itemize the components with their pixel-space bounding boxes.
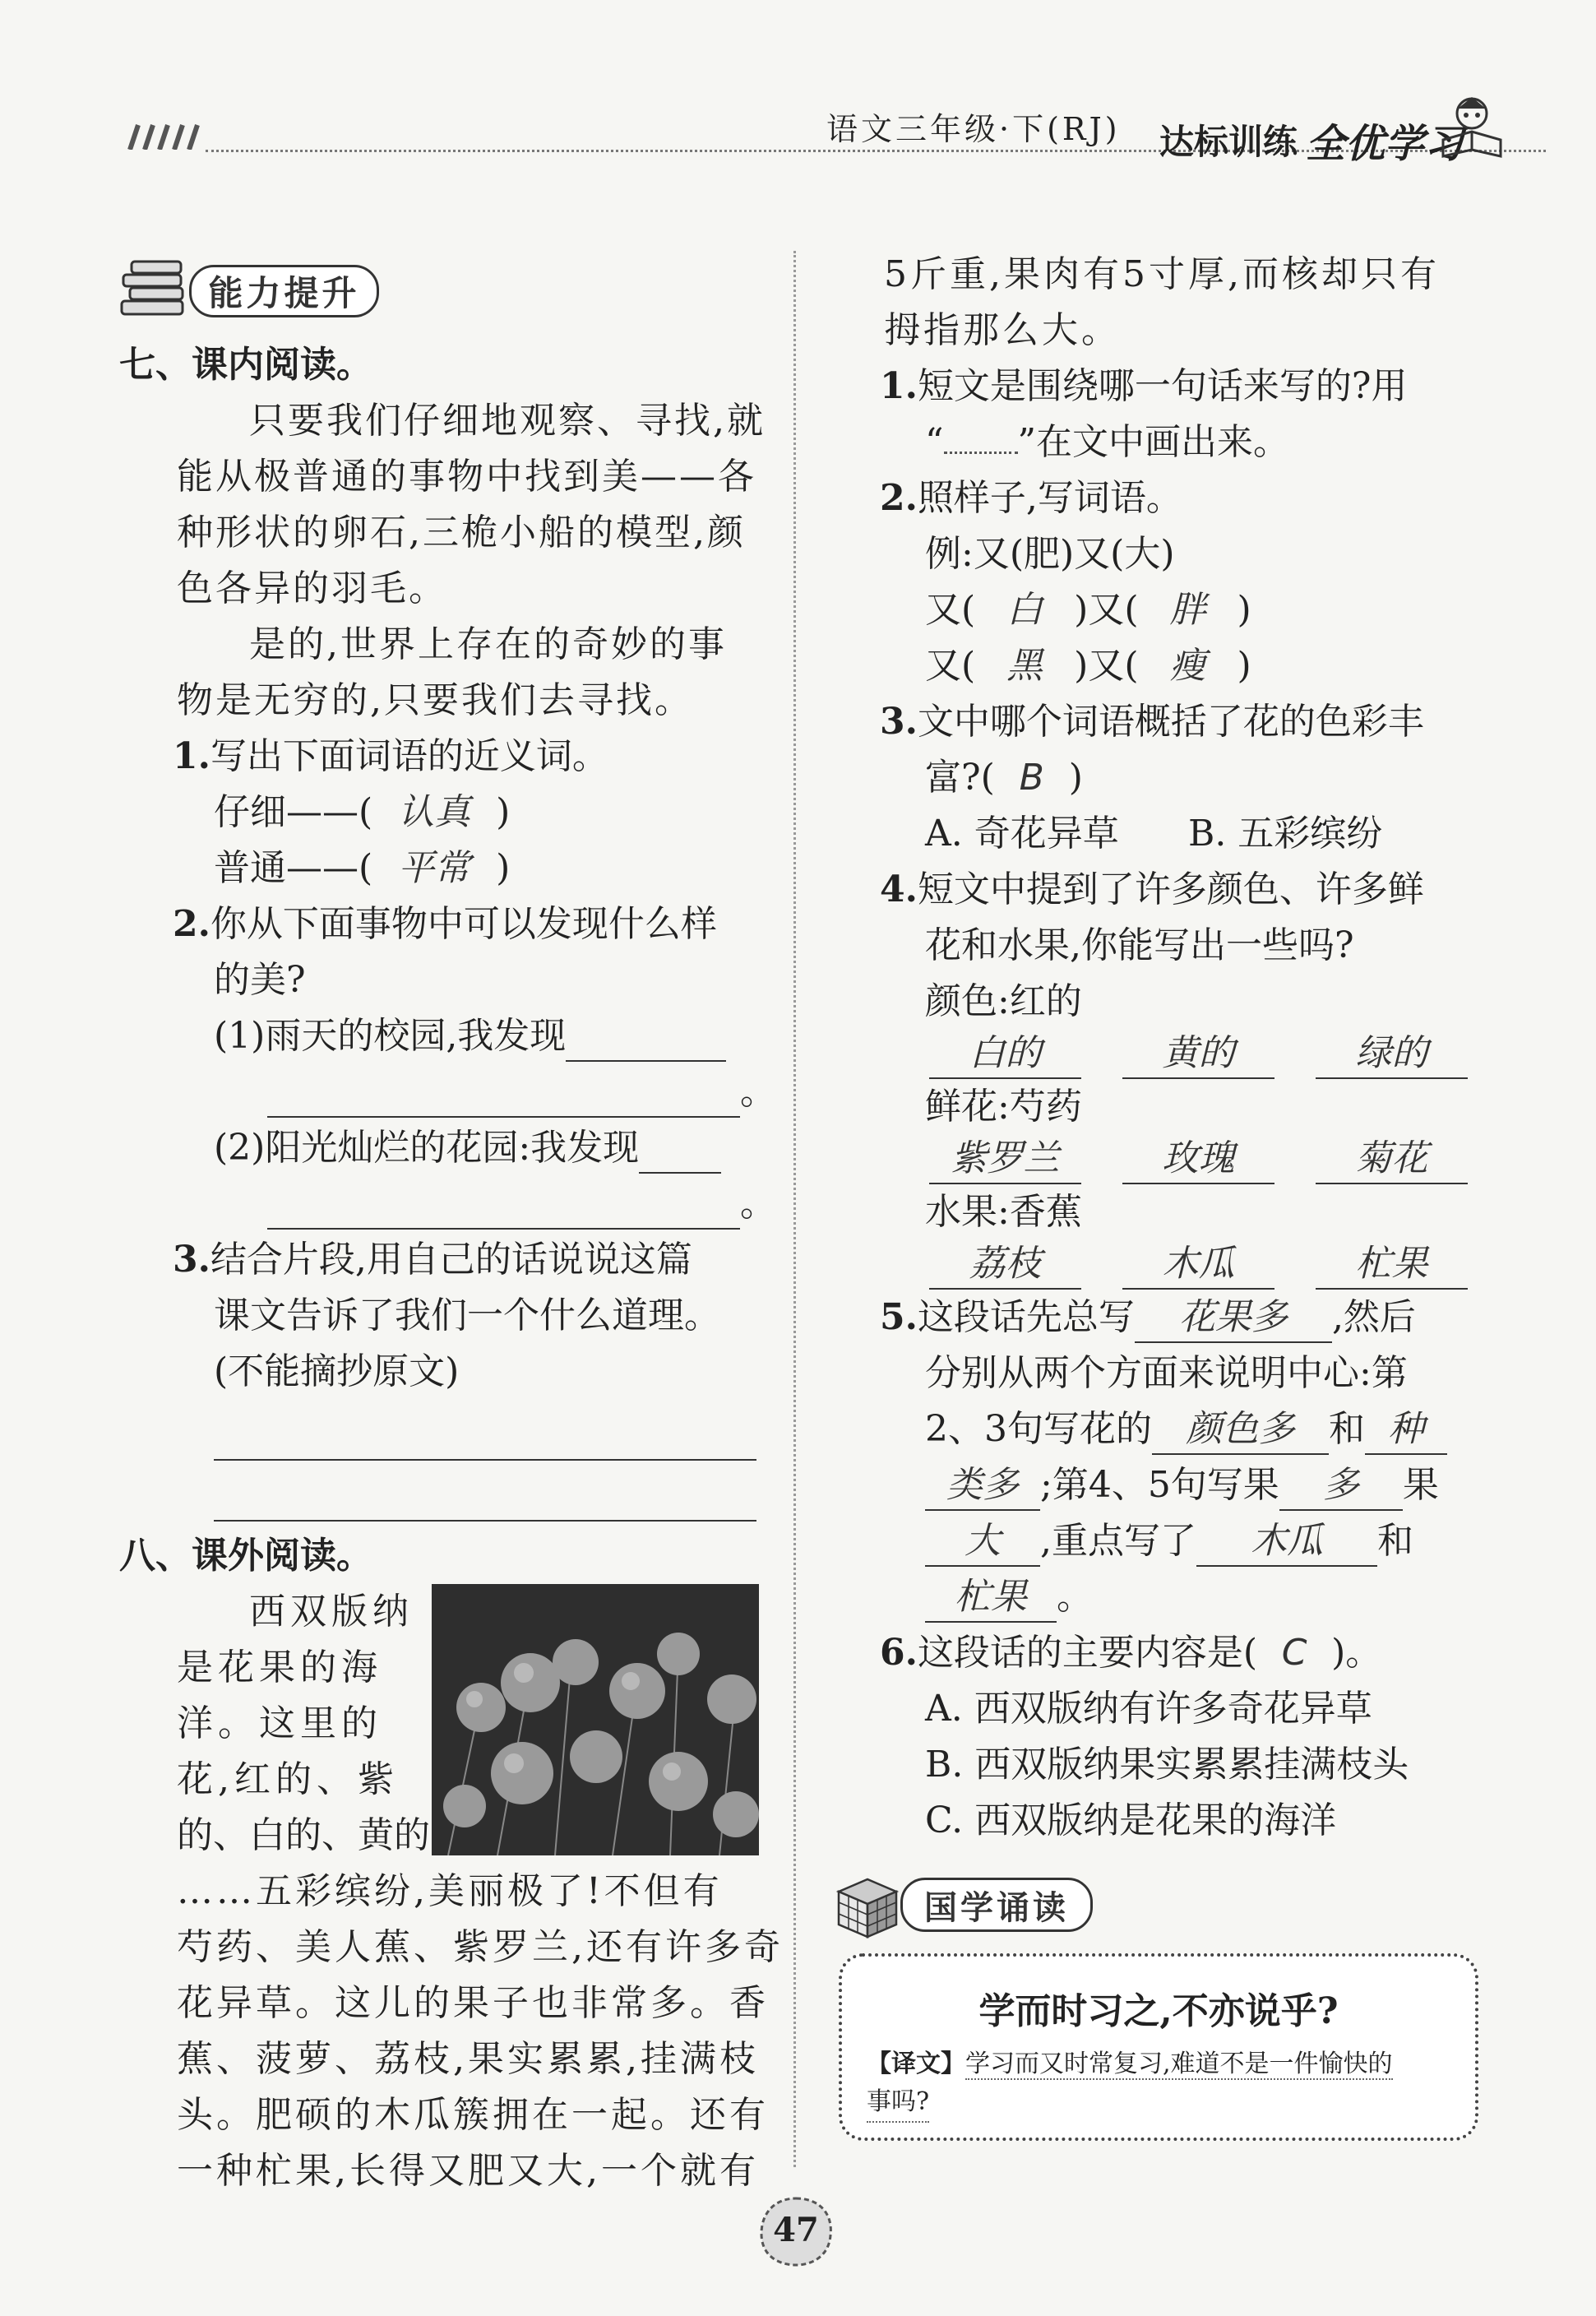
right-column — [880, 247, 1492, 1849]
item-text: 这段话的主要内容是( — [917, 1632, 1258, 1674]
passage-line: 头。肥硕的木瓜簇拥在一起。还有 — [177, 2094, 769, 2136]
you-open: 又( — [925, 645, 976, 687]
answer-line[interactable] — [214, 1400, 756, 1461]
fill-answer: 黑 — [1006, 645, 1043, 687]
guoxue-quote: 学而时习之,不亦说乎? — [978, 1990, 1339, 2032]
fill-answer: 白 — [1006, 589, 1043, 631]
item-text: 短文中提到了许多颜色、许多鲜 — [917, 868, 1424, 910]
flower-photo — [432, 1584, 759, 1855]
sub-question — [119, 1120, 765, 1176]
header-brand: 全优学习 — [1306, 121, 1464, 167]
item-text: )。 — [1331, 1632, 1382, 1674]
answer-flower: 紫罗兰 — [929, 1135, 1081, 1184]
passage-line: 只要我们仔细地观察、寻找,就 — [249, 400, 766, 442]
page-number-badge — [755, 2194, 837, 2268]
item-text: 2、3句写花的 — [925, 1408, 1152, 1450]
guoxue-translation — [867, 2045, 1450, 2123]
passage-line: 是的,世界上存在的奇妙的事 — [249, 623, 727, 665]
q7-item2 — [119, 896, 765, 952]
fill-answer: 颜色多 — [1152, 1406, 1329, 1455]
passage-line: 的、白的、黄的 — [177, 1814, 430, 1856]
answer-blank[interactable] — [566, 1012, 726, 1062]
r-q3 — [880, 694, 1492, 750]
passage-line: ……五彩缤纷,美丽极了!不但有 — [177, 1870, 723, 1912]
r-q5-line5 — [884, 1513, 1492, 1569]
q7-title: 七、课内阅读。 — [119, 344, 372, 386]
item-text: 写出下面词语的近义词。 — [210, 735, 608, 777]
flower-answers — [884, 1135, 1492, 1184]
left-column — [119, 337, 784, 2199]
q8-wrap-area — [119, 1584, 765, 1864]
item-text: 照样子,写词语。 — [917, 477, 1182, 519]
answer-flower: 菊花 — [1316, 1135, 1468, 1184]
item-text: 果 — [1402, 1464, 1439, 1506]
synonym-answer: 平常 — [398, 847, 471, 889]
option: B. 西双版纳果实累累挂满枝头 — [925, 1744, 1409, 1786]
item-text: 结合片段,用自己的话说说这篇 — [210, 1239, 692, 1281]
fill-answer: 木瓜 — [1196, 1517, 1377, 1567]
passage-line: 花异草。这儿的果子也非常多。香 — [177, 1982, 769, 2024]
item-text-cont: 的美? — [214, 959, 306, 1001]
item-number: 1. — [173, 735, 210, 777]
answer-line — [119, 1064, 776, 1120]
r-q2-example: 例:又(肥)又(大) — [925, 533, 1175, 575]
passage-line: 色各异的羽毛。 — [177, 567, 447, 609]
fill-answer: 花果多 — [1135, 1294, 1332, 1343]
synonym-close: ) — [496, 847, 511, 889]
answer-blank[interactable] — [267, 1068, 740, 1118]
item-text: 这段话先总写 — [917, 1296, 1135, 1338]
item-text: ”在文中画出来。 — [1017, 421, 1289, 463]
fruit-label: 水果:香蕉 — [925, 1191, 1082, 1233]
passage-line: 种形状的卵石,三桅小船的模型,颜 — [177, 512, 746, 554]
passage-line: 洋。这里的 — [177, 1702, 382, 1744]
answer-color: 绿的 — [1316, 1030, 1468, 1079]
item-number: 3. — [173, 1239, 210, 1281]
rubiks-cube-icon — [830, 1867, 904, 1941]
answer-fruit: 杧果 — [1316, 1240, 1468, 1290]
you-mid: )又( — [1074, 589, 1139, 631]
passage-line: 西双版纳 — [249, 1591, 414, 1633]
q8-title: 八、课外阅读。 — [119, 1535, 372, 1577]
r-q5-line1 — [880, 1290, 1492, 1346]
flower-label: 鲜花:芍药 — [925, 1086, 1082, 1128]
period: 。 — [740, 1071, 776, 1113]
fill-answer: 类多 — [925, 1461, 1040, 1511]
color-answers — [884, 1030, 1492, 1079]
option: A. 西双版纳有许多奇花异草 — [925, 1688, 1372, 1730]
r-q4 — [880, 862, 1492, 918]
r-q1-cont — [884, 415, 1492, 470]
translation-text: 事吗? — [867, 2083, 929, 2123]
item-text: 富?( — [925, 757, 995, 799]
q7-item1 — [119, 729, 765, 785]
r-q5-line6 — [884, 1569, 1492, 1625]
item-number: 6. — [880, 1632, 918, 1674]
option-a: A. 奇花异草 — [925, 813, 1119, 855]
header-series: 达标训练 — [1159, 122, 1298, 162]
answer-color: 白的 — [929, 1030, 1081, 1079]
r-q5-line3 — [884, 1401, 1492, 1457]
section-badge-label: 国学诵读 — [924, 1888, 1069, 1927]
synonym-row — [119, 841, 765, 896]
item-text: 。 — [1057, 1576, 1093, 1618]
passage-line: 一种杧果,长得又肥又大,一个就有 — [177, 2150, 759, 2192]
you-mid: )又( — [1074, 645, 1139, 687]
item-number: 5. — [880, 1296, 918, 1338]
passage-line: 花,红的、紫 — [177, 1758, 399, 1800]
answer-color: 黄的 — [1122, 1030, 1274, 1079]
fill-answer: 杧果 — [925, 1573, 1057, 1623]
passage-line: 芍药、美人蕉、紫罗兰,还有许多奇 — [177, 1926, 784, 1968]
item-text-cont: (不能摘抄原文) — [214, 1350, 460, 1392]
passage-line: 能从极普通的事物中找到美——各 — [177, 456, 756, 498]
passage-line: 是花果的海 — [177, 1647, 382, 1688]
item-text: ) — [1068, 757, 1083, 799]
page-number: 47 — [773, 2211, 819, 2249]
item-text-cont: 花和水果,你能写出一些吗? — [925, 924, 1354, 966]
q7-item3 — [119, 1232, 765, 1288]
you-end: ) — [1237, 645, 1251, 687]
header-stripes — [123, 123, 201, 150]
q8-wrap-text — [177, 1584, 430, 1864]
option: C. 西双版纳是花果的海洋 — [925, 1800, 1337, 1841]
answer-flower: 玫瑰 — [1122, 1135, 1274, 1184]
r-q2 — [880, 470, 1492, 526]
passage-line: 拇指那么大。 — [884, 309, 1121, 351]
reading-boy-icon — [1435, 90, 1509, 164]
q7-passage — [119, 393, 765, 729]
fruit-answers — [884, 1240, 1492, 1290]
open-quote: “ — [925, 421, 944, 463]
item-text: 和 — [1329, 1408, 1365, 1450]
item-text: ,然后 — [1331, 1296, 1416, 1338]
synonym-word: 普通——( — [214, 847, 373, 889]
answer-fruit: 荔枝 — [929, 1240, 1081, 1290]
translation-label: 【译文】 — [867, 2050, 965, 2078]
passage-line: 物是无穷的,只要我们去寻找。 — [177, 679, 693, 721]
r-q3-options — [884, 806, 1492, 862]
translation-text: 学习而又时常复习,难道不是一件愉快的 — [965, 2050, 1393, 2078]
header-subject: 语文三年级·下(RJ) — [826, 111, 1121, 147]
section-badge-guoxue — [900, 1878, 1093, 1932]
fill-answer: 胖 — [1169, 589, 1206, 631]
fill-answer: 种 — [1365, 1406, 1447, 1455]
item-number: 4. — [880, 868, 918, 910]
passage-line: 蕉、菠萝、荔枝,果实累累,挂满枝 — [177, 2038, 759, 2080]
item-text-cont: 分别从两个方面来说明中心:第 — [925, 1352, 1408, 1394]
r-q2-row — [884, 638, 1492, 694]
sub-question-text: (2)阳光灿烂的花园:我发现 — [214, 1127, 640, 1169]
answer-blank[interactable] — [639, 1124, 721, 1174]
sub-question — [119, 1008, 765, 1064]
synonym-close: ) — [496, 791, 511, 833]
section-badge-ability — [189, 265, 379, 317]
q8-passage — [119, 1864, 784, 2199]
sub-question-text: (1)雨天的校园,我发现 — [214, 1015, 567, 1057]
choice-answer: B — [1019, 757, 1044, 799]
synonym-word: 仔细——( — [214, 791, 373, 833]
item-text: 和 — [1377, 1520, 1413, 1562]
you-end: ) — [1237, 589, 1251, 631]
item-text: 短文是围绕哪一句话来写的?用 — [917, 365, 1408, 407]
fill-answer: 大 — [925, 1517, 1040, 1567]
item-text: 你从下面事物中可以发现什么样 — [210, 903, 717, 945]
item-number: 3. — [880, 701, 918, 743]
books-icon — [115, 255, 193, 321]
section-badge-label: 能力提升 — [208, 273, 360, 313]
item-number: 2. — [173, 903, 210, 945]
answer-blank[interactable] — [267, 1180, 740, 1230]
item-number: 1. — [880, 365, 918, 407]
option-b: B. 五彩缤纷 — [1188, 813, 1383, 855]
item-number: 2. — [880, 477, 918, 519]
wavy-underline-mark — [944, 424, 1018, 454]
synonym-answer: 认真 — [398, 791, 471, 833]
you-open: 又( — [925, 589, 976, 631]
color-label: 颜色:红的 — [925, 980, 1082, 1022]
r-q2-row — [884, 582, 1492, 638]
item-text-cont: 课文告诉了我们一个什么道理。 — [214, 1295, 720, 1336]
period: 。 — [740, 1183, 776, 1225]
answer-line — [119, 1176, 776, 1232]
r-q1 — [880, 359, 1492, 415]
column-divider — [793, 251, 796, 2167]
answer-fruit: 木瓜 — [1122, 1240, 1274, 1290]
guoxue-box — [839, 1953, 1478, 2141]
choice-answer: C — [1281, 1632, 1307, 1674]
r-q3-cont — [884, 750, 1492, 806]
fill-answer: 瘦 — [1169, 645, 1206, 687]
item-text: ;第4、5句写果 — [1040, 1464, 1279, 1506]
item-text: 文中哪个词语概括了花的色彩丰 — [917, 701, 1424, 743]
r-q6 — [880, 1625, 1492, 1681]
synonym-row — [119, 785, 765, 841]
r-q5-line4 — [884, 1457, 1492, 1513]
fill-answer: 多 — [1279, 1461, 1403, 1511]
passage-line: 5斤重,果肉有5寸厚,而核却只有 — [884, 253, 1440, 295]
answer-line[interactable] — [214, 1461, 756, 1522]
item-text: ,重点写了 — [1040, 1520, 1196, 1562]
